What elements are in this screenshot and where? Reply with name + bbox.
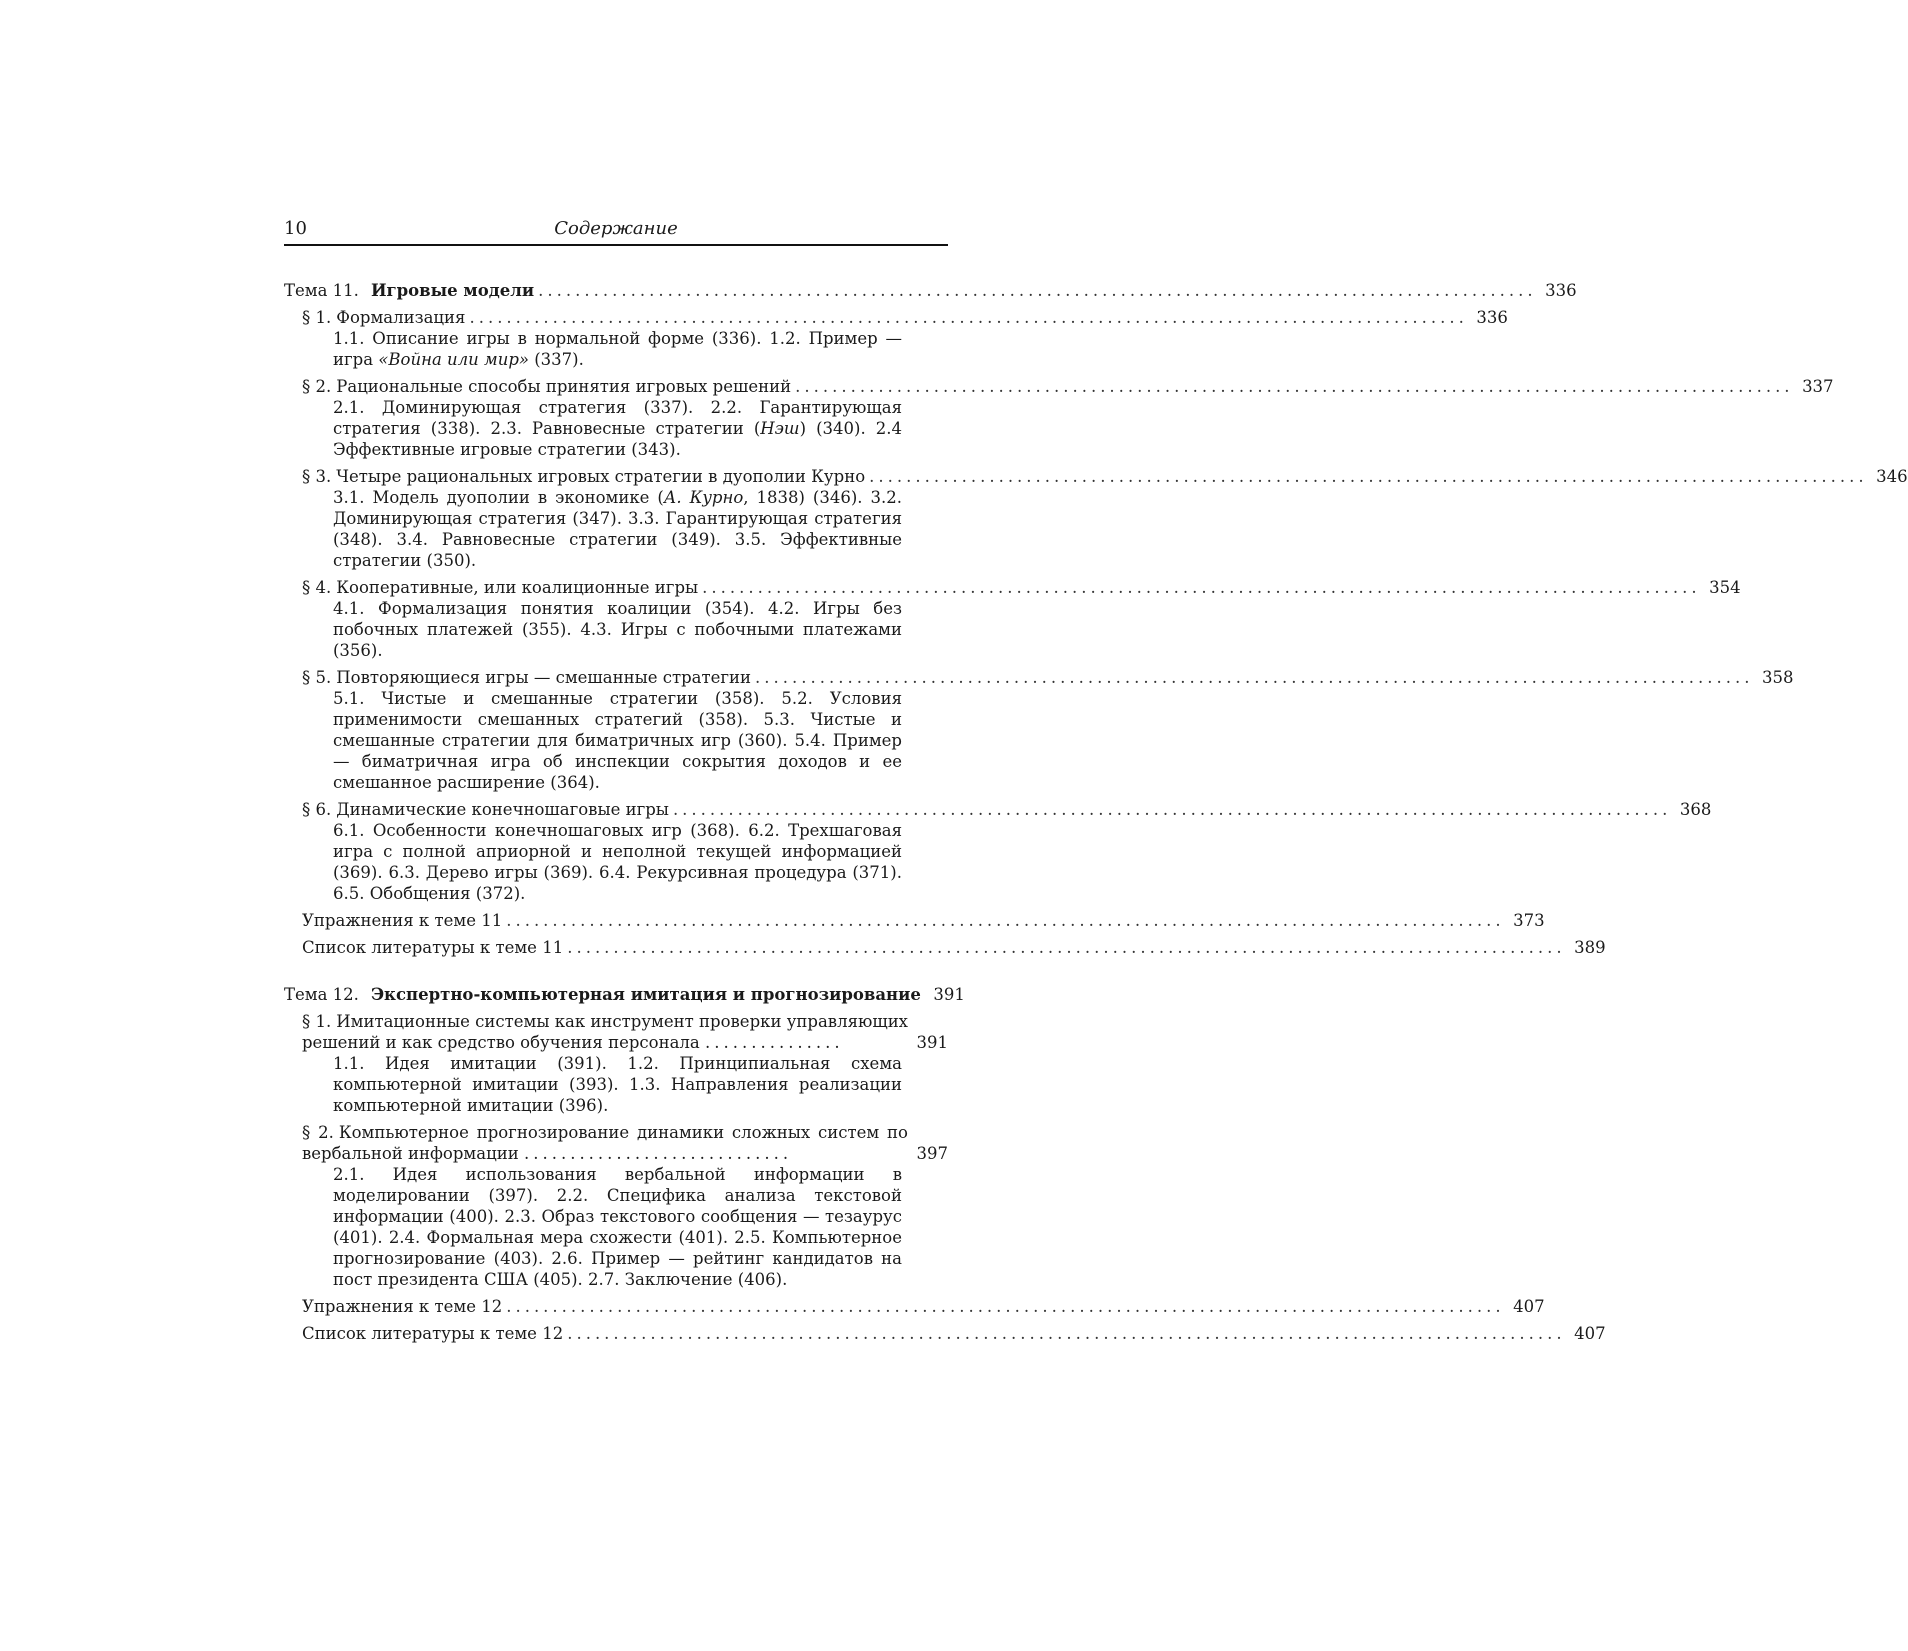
section-page: 354 bbox=[1709, 578, 1741, 597]
section-title: Формализация bbox=[336, 308, 466, 327]
section-page: 336 bbox=[1476, 308, 1508, 327]
literature-page: 389 bbox=[1574, 938, 1606, 957]
section-heading[interactable] bbox=[302, 667, 1794, 688]
section-heading[interactable] bbox=[302, 376, 1834, 397]
toc-section bbox=[302, 799, 1712, 904]
subsection-list bbox=[333, 688, 902, 793]
toc-section bbox=[302, 466, 1908, 571]
topic-title: Экспертно-компьютерная имитация и прогнозирование bbox=[370, 985, 921, 1004]
dot-leader: ............... bbox=[704, 1033, 844, 1052]
section-sign: § 5. bbox=[302, 668, 332, 687]
section-page: 391 bbox=[916, 1033, 948, 1052]
topic-heading[interactable] bbox=[284, 280, 1577, 301]
toc-section bbox=[302, 376, 1834, 460]
section-page: 346 bbox=[1876, 467, 1908, 486]
section-heading[interactable] bbox=[302, 1122, 948, 1164]
literature-entry[interactable] bbox=[302, 1323, 1606, 1344]
dot-leader: ............................................................................................................ bbox=[869, 467, 1868, 486]
subsection-text: 2.1. Идея использования вербальной информации в моделировании (397). 2.2. Специфика анализа текстовой информации (400). 2.3. Образ текстового сообщения — тезаурус (401). 2.4. Формальная мера схожести (401). 2.5. Компьютерное прогнозирование (403). 2.6. Пример — рейтинг кандидатов на пост президента США (405). 2.7. Заключение (406). bbox=[333, 1165, 902, 1289]
table-of-contents bbox=[284, 280, 1908, 1344]
book-page bbox=[284, 214, 1908, 1358]
subsection-italic: «Война или мир» bbox=[378, 350, 529, 369]
toc-section bbox=[302, 1011, 948, 1116]
subsection-text: 1.1. Описание игры в нормальной форме (336). 1.2. Пример — игра bbox=[333, 329, 902, 369]
topic-page: 336 bbox=[1545, 281, 1577, 300]
subsection-text: , 1838) (346). 3.2. Доминирующая стратегия (347). 3.3. Гарантирующая стратегия (348). 3.4. Равновесные стратегии (349). 3.5. Эффективные стратегии (350). bbox=[333, 488, 902, 570]
dot-leader: ............................................................................................................ bbox=[538, 281, 1537, 300]
dot-leader: ............................................................................................................ bbox=[567, 1324, 1566, 1343]
dot-leader: ............................................................................................................ bbox=[506, 1297, 1505, 1316]
section-heading[interactable] bbox=[302, 799, 1712, 820]
subsection-list bbox=[333, 820, 902, 904]
section-title: Четыре рациональных игровых стратегии в дуополии Курно bbox=[336, 467, 866, 486]
literature-page: 407 bbox=[1574, 1324, 1606, 1343]
subsection-text: 3.1. Модель дуополии в экономике ( bbox=[333, 488, 664, 507]
subsection-list bbox=[333, 397, 902, 460]
toc-section bbox=[302, 307, 1508, 370]
toc-section bbox=[302, 577, 1741, 661]
section-page: 358 bbox=[1762, 668, 1794, 687]
section-title: Кооперативные, или коалиционные игры bbox=[336, 578, 699, 597]
section-sign: § 4. bbox=[302, 578, 332, 597]
section-title: Повторяющиеся игры — смешанные стратегии bbox=[336, 668, 752, 687]
running-title: Содержание bbox=[554, 218, 678, 239]
exercises-title: Упражнения к теме 12 bbox=[302, 1297, 503, 1316]
section-title: Имитационные системы как инструмент проверки управляющих решений и как средство обучения персонала bbox=[302, 1012, 908, 1052]
section-page: 368 bbox=[1679, 800, 1712, 819]
running-head bbox=[284, 214, 948, 246]
section-page: 397 bbox=[916, 1144, 948, 1163]
section-page: 337 bbox=[1802, 377, 1834, 396]
dot-leader: ............................................................................................................ bbox=[795, 377, 1794, 396]
dot-leader: ............................................................................................................ bbox=[672, 800, 1672, 819]
toc-section bbox=[302, 1122, 948, 1290]
page-number: 10 bbox=[284, 218, 307, 239]
subsection-list bbox=[333, 598, 902, 661]
subsection-list bbox=[333, 1053, 902, 1116]
dot-leader: ............................................................................................................ bbox=[702, 578, 1701, 597]
subsection-text: 5.1. Чистые и смешанные стратегии (358). 5.2. Условия применимости смешанных стратегий (358). 5.3. Чистые и смешанные стратегии для биматричных игр (360). 5.4. Пример — биматричная игра об инспекции сокрытия доходов и ее смешанное расширение (364). bbox=[333, 689, 902, 792]
section-title: Компьютерное прогнозирование динамики сложных систем по вербальной информации bbox=[302, 1123, 908, 1163]
subsection-italic: А. Курно bbox=[663, 488, 744, 507]
dot-leader: ............................................................................................................ bbox=[506, 911, 1505, 930]
subsection-text: 2.1. Доминирующая стратегия (337). 2.2. Гарантирующая стратегия (338). 2.3. Равновесные стратегии ( bbox=[333, 398, 902, 438]
subsection-text: 6.1. Особенности конечношаговых игр (368). 6.2. Трехшаговая игра с полной априорной и неполной текущей информацией (369). 6.3. Дерево игры (369). 6.4. Рекурсивная процедура (371). 6.5. Обобщения (372). bbox=[333, 821, 902, 903]
dot-leader: ............................................................................................................ bbox=[755, 668, 1754, 687]
dot-leader: ............................................................................................................ bbox=[567, 938, 1566, 957]
subsection-text: 1.1. Идея имитации (391). 1.2. Принципиальная схема компьютерной имитации (393). 1.3. Направления реализации компьютерной имитации (396). bbox=[333, 1054, 902, 1115]
section-title: Динамические конечношаговые игры bbox=[336, 800, 669, 819]
toc-section bbox=[302, 667, 1794, 793]
literature-title: Список литературы к теме 11 bbox=[302, 938, 564, 957]
section-heading[interactable] bbox=[302, 307, 1508, 328]
subsection-text: (337). bbox=[529, 350, 584, 369]
topic-page: 391 bbox=[933, 985, 965, 1004]
literature-entry[interactable] bbox=[302, 937, 1606, 958]
section-sign: § 2. bbox=[302, 1123, 334, 1142]
dot-leader: ............................. bbox=[523, 1144, 793, 1163]
topic-title: Игровые модели bbox=[370, 281, 535, 300]
section-sign: § 1. bbox=[302, 308, 332, 327]
section-heading[interactable] bbox=[302, 466, 1908, 487]
subsection-text: 4.1. Формализация понятия коалиции (354). 4.2. Игры без побочных платежей (355). 4.3. Игры с побочными платежами (356). bbox=[333, 599, 902, 660]
section-sign: § 2. bbox=[302, 377, 332, 396]
subsection-list bbox=[333, 328, 902, 370]
section-sign: § 1. bbox=[302, 1012, 332, 1031]
dot-leader: ............................................................................................................ bbox=[469, 308, 1468, 327]
exercises-page: 407 bbox=[1513, 1297, 1545, 1316]
topic-label: Тема 11. bbox=[284, 281, 359, 300]
topic-label: Тема 12. bbox=[284, 985, 359, 1004]
section-title: Рациональные способы принятия игровых решений bbox=[336, 377, 792, 396]
exercises-title: Упражнения к теме 11 bbox=[302, 911, 503, 930]
subsection-list bbox=[333, 1164, 902, 1290]
section-heading[interactable] bbox=[302, 1011, 948, 1053]
section-heading[interactable] bbox=[302, 577, 1741, 598]
exercises-entry[interactable] bbox=[302, 1296, 1545, 1317]
literature-title: Список литературы к теме 12 bbox=[302, 1324, 564, 1343]
exercises-entry[interactable] bbox=[302, 910, 1545, 931]
toc-topic-12 bbox=[284, 984, 1606, 1344]
subsection-list bbox=[333, 487, 902, 571]
subsection-text: ) (340). 2.4 Эффективные игровые стратегии (343). bbox=[333, 419, 903, 459]
subsection-italic: Нэш bbox=[760, 419, 800, 438]
section-sign: § 3. bbox=[302, 467, 332, 486]
toc-topic-11 bbox=[284, 280, 1908, 958]
exercises-page: 373 bbox=[1513, 911, 1545, 930]
section-sign: § 6. bbox=[302, 800, 332, 819]
topic-heading[interactable] bbox=[284, 984, 965, 1005]
